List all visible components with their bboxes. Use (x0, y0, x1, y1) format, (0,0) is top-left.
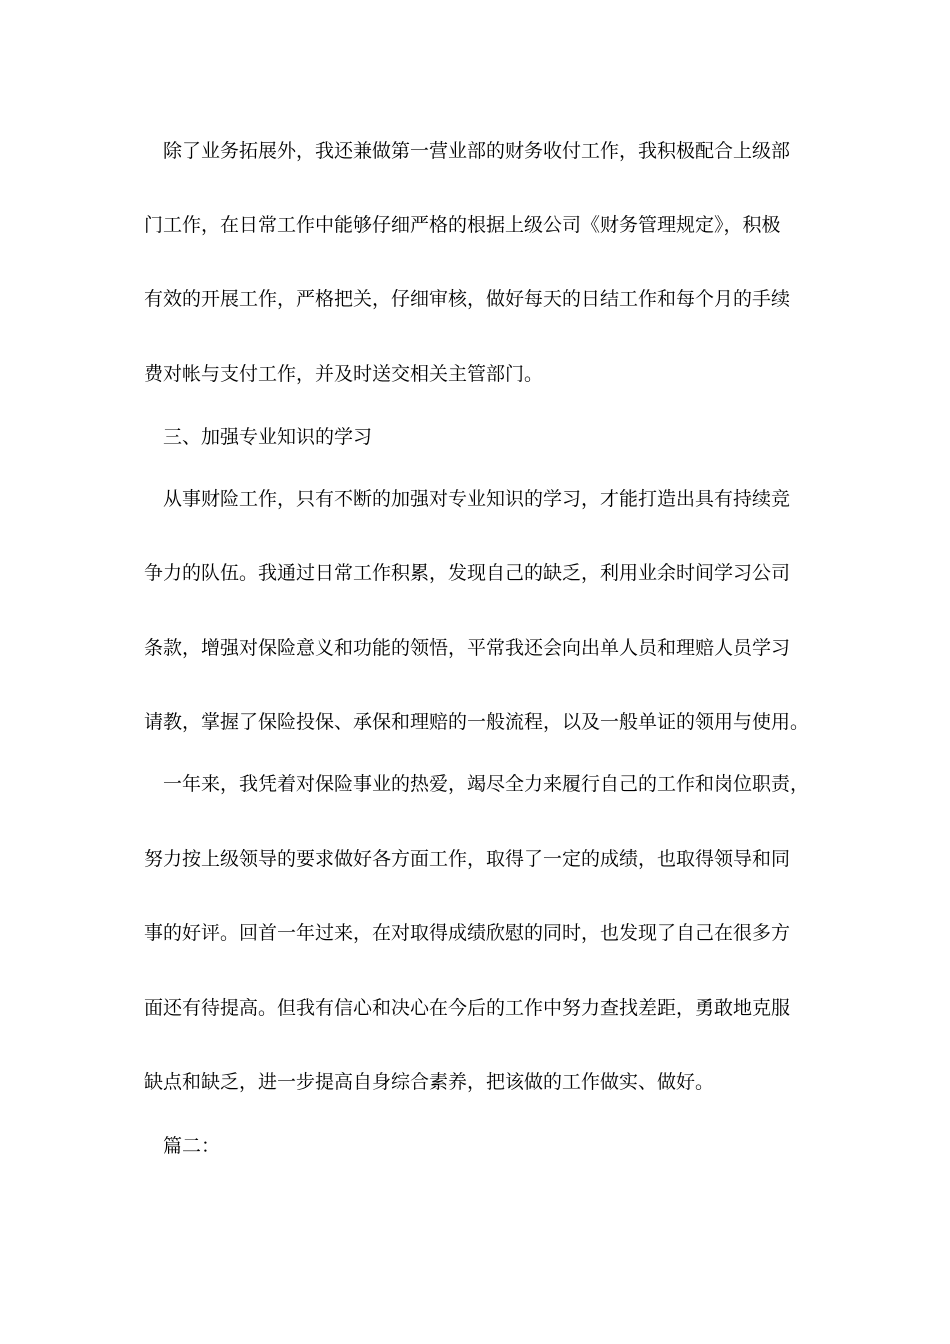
paragraph-line: 请教，掌握了保险投保、承保和理赔的一般流程，以及一般单证的领用与使用。 (144, 711, 810, 733)
paragraph-line: 从事财险工作，只有不断的加强对专业知识的学习，才能打造出具有持续竞 (163, 488, 791, 510)
paragraph-line: 费对帐与支付工作，并及时送交相关主管部门。 (144, 363, 544, 385)
paragraph-line: 有效的开展工作，严格把关，仔细审核，做好每天的日结工作和每个月的手续 (144, 288, 791, 310)
paragraph-line: 努力按上级领导的要求做好各方面工作，取得了一定的成绩，也取得领导和同 (144, 848, 791, 870)
paragraph-line: 一年来，我凭着对保险事业的热爱，竭尽全力来履行自己的工作和岗位职责， (163, 773, 810, 795)
paragraph-line: 争力的队伍。我通过日常工作积累，发现自己的缺乏，利用业余时间学习公司 (144, 562, 791, 584)
paragraph-line: 缺点和缺乏，进一步提高自身综合素养，把该做的工作做实、做好。 (144, 1071, 715, 1093)
paragraph-line: 条款，增强对保险意义和功能的领悟，平常我还会向出单人员和理赔人员学习 (144, 637, 791, 659)
paragraph-line: 门工作，在日常工作中能够仔细严格的根据上级公司《财务管理规定》，积极 (144, 214, 781, 236)
paragraph-line: 事的好评。回首一年过来，在对取得成绩欣慰的同时，也发现了自己在很多方 (144, 922, 791, 944)
paragraph-line: 面还有待提高。但我有信心和决心在今后的工作中努力查找差距，勇敢地克服 (144, 997, 791, 1019)
paragraph-line: 除了业务拓展外，我还兼做第一营业部的财务收付工作，我积极配合上级部 (163, 140, 791, 162)
section-heading: 三、加强专业知识的学习 (163, 426, 373, 448)
section-heading: 篇二： (163, 1135, 221, 1157)
